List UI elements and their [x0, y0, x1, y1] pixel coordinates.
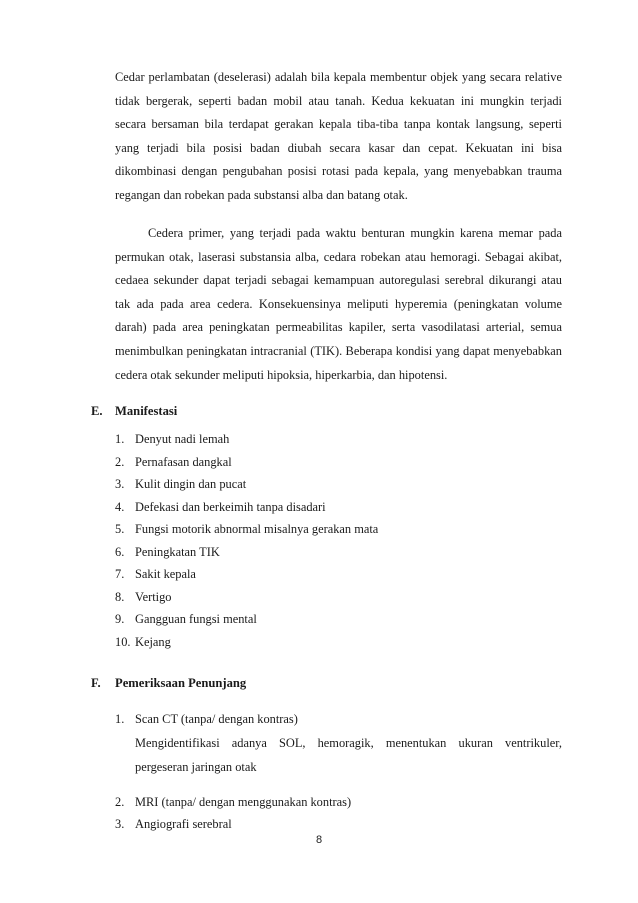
- list-item: [115, 710, 562, 779]
- item-number: 4.: [115, 499, 125, 514]
- item-number: 6.: [115, 544, 125, 559]
- item-text: Gangguan fungsi mental: [135, 612, 257, 626]
- list-item: [115, 633, 378, 656]
- item-number: 9.: [115, 612, 125, 626]
- list-item: [115, 453, 378, 476]
- item-number: 1.: [115, 432, 125, 446]
- list-item: [115, 565, 378, 588]
- item-text: Denyut nadi lemah: [135, 432, 230, 446]
- list-item: [115, 588, 378, 611]
- item-text: Peningkatan TIK: [135, 544, 220, 559]
- item-text: MRI (tanpa/ dengan menggunakan kontras): [135, 795, 352, 809]
- item-number: 8.: [115, 589, 125, 604]
- item-text: Scan CT (tanpa/ dengan kontras): [135, 712, 298, 726]
- list-item: [115, 475, 378, 498]
- list-item: [115, 543, 378, 566]
- page-number: 8: [315, 834, 323, 846]
- item-number: 7.: [115, 567, 125, 581]
- item-number: 3.: [115, 477, 125, 491]
- paragraph-primary-injury: Cedera primer, yang terjadi pada waktu benturan mungkin karena memar pada permukan otak, laserasi substansia alba, cedara robekan atau hemoragi. Sebagai akibat, cedaea sekunder dapat terjadi sebagai kemampuan autoregulasi serebral dikurangi atau tak ada pada area cedera. Konsekuensinya meliputi hyperemia (peningkatan volume darah) pada area peningkatan permeabilitas kapiler, serta vasodilatasi arterial, semua menimbulkan peningkatan intracranial (TIK). Beberapa kondisi yang dapat menyebabkan cedera otak sekunder meliputi hipoksia, hiperkarbia, dan hipotensi.: [115, 226, 562, 382]
- item-number: 10.: [115, 634, 131, 649]
- item-text: Defekasi dan berkeimih tanpa disadari: [135, 499, 326, 514]
- list-item: [115, 520, 378, 543]
- list-item: [115, 430, 378, 453]
- pemeriksaan-list: [115, 710, 562, 837]
- section-title: Pemeriksaan Penunjang: [115, 676, 247, 690]
- list-item: [115, 498, 378, 521]
- manifestasi-list: [115, 430, 378, 655]
- section-heading-manifestasi: [91, 404, 177, 419]
- item-number: 2.: [115, 454, 125, 469]
- list-item: [115, 793, 562, 815]
- item-text: Fungsi motorik abnormal misalnya gerakan mata: [135, 522, 379, 536]
- section-number: E.: [91, 404, 103, 418]
- item-text: Vertigo: [135, 589, 172, 604]
- item-text: Kejang: [135, 634, 171, 649]
- item-title-row: [115, 710, 562, 732]
- item-text: Kulit dingin dan pucat: [135, 477, 247, 491]
- paragraph-deceleration: Cedar perlambatan (deselerasi) adalah bila kepala membentur objek yang secara relative tidak bergerak, seperti badan mobil atau tanah. Kedua kekuatan ini mungkin terjadi secara bersaman bila terdapat gerakan kepala tiba-tiba tanpa kontak langsung, seperti yang terjadi bila posisi badan diubah secara kasar dan cepat. Kekuatan ini bisa dikombinasi dengan pengubahan posisi rotasi pada kepala, yang menyebabkan trauma regangan dan robekan pada substansi alba dan batang otak.: [115, 70, 562, 202]
- item-number: 3.: [115, 817, 125, 831]
- list-item: [115, 610, 378, 633]
- item-description: Mengidentifikasi adanya SOL, hemoragik, menentukan ukuran ventrikuler, pergeseran jaringan otak: [135, 736, 562, 774]
- section-number: F.: [91, 676, 101, 690]
- section-heading-pemeriksaan: [91, 676, 246, 691]
- item-text: Sakit kepala: [135, 567, 196, 581]
- item-text: Pernafasan dangkal: [135, 454, 232, 469]
- item-number: 1.: [115, 712, 125, 726]
- section-title: Manifestasi: [115, 404, 178, 418]
- item-number: 5.: [115, 522, 125, 536]
- item-text: Angiografi serebral: [135, 817, 232, 831]
- item-number: 2.: [115, 795, 125, 809]
